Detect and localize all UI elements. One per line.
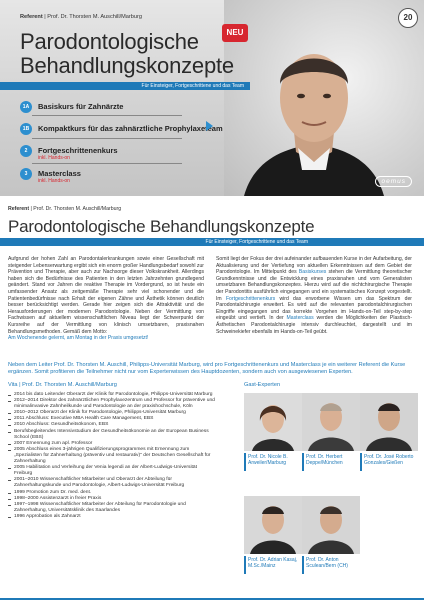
course-item[interactable] (20, 123, 223, 137)
expert-photo (360, 393, 418, 451)
course-link-masterclass: Masterclass (286, 315, 314, 322)
course-number-badge: 3 (20, 168, 32, 180)
speaker-prefix: Referent (8, 206, 30, 212)
vita-item: 2005 Abschluss eines 3-jährigen Qualifizierungsprogrammes mit Ernennung zum „Spezialisten für Zahnerhaltung (präventiv und restaurativ)" der Deutschen Gesellschaft für Zahnerhaltung (8, 447, 216, 465)
body-text: wird das erworbene Wissen um das Spektrum der Parodontalchirurgie erweitert. Es wird auf die relevanten parodontalchirurgischen Eingriffe eingegangen und das korrekte Vorgehen im Hands-on-Teil step-by-step eingeübt und vertieft. In der (216, 295, 413, 322)
vita-item: 1997–1998 Wissenschaftlicher Mitarbeiter der Abteilung für Parodontologie und Zahnerhaltung, Universitätsklinik des Saarlandes (8, 502, 216, 514)
vita-item: 1996 Approbation als Zahnarzt (8, 514, 216, 520)
course-item[interactable] (20, 168, 200, 182)
new-badge: NEU (222, 24, 248, 42)
target-group-bar (0, 82, 250, 90)
vita-item: 2014 bis dato Leitender Oberarzt der Klinik für Parodontologie, Philipps-Universität Marburg (8, 392, 216, 398)
accent-rule (244, 556, 246, 574)
expert-card (360, 393, 418, 483)
header-speaker: Referent | Prof. Dr. Thorsten M. Auschill/Marburg (20, 14, 142, 20)
speaker-prefix: Referent (20, 14, 43, 20)
target-group-text: Für Einsteiger, Fortgeschrittene und das Team (141, 83, 244, 89)
accent-rule (302, 556, 304, 574)
intro-paragraph: Neben dem Leiter Prof. Dr. Thorsten M. Auschill, Philipps-Universität Marburg, wird pro Fortgeschrittenenkurs und Masterclass je ein weiterer Referent die Kurse ergänzen. Somit profitieren die Teilnehmer nicht nur vom Expertenwissen des Hauptdozenten, sondern auch von ausgewiesenen Experten. (8, 362, 406, 375)
expert-photo (244, 393, 302, 451)
expert-card (302, 496, 360, 586)
vita-item: 1998–2000 Assistenzarzt in freier Praxis (8, 496, 216, 502)
speaker-portrait (224, 20, 404, 196)
vita-item: 2011 Abschluss: Executive MBA Health Care Management, EBS (8, 416, 216, 422)
expert-photo (244, 496, 302, 554)
divider (32, 115, 182, 116)
page-number: 20 (398, 8, 418, 28)
course-link-fortgeschrittenenkurs: Fortgeschrittenenkurs (225, 295, 276, 302)
expert-card (302, 393, 360, 483)
accent-rule (302, 453, 304, 471)
expert-name: Prof. Dr. José Roberto Gonzales/Gießen (364, 454, 414, 467)
vita-item: 2010 Abschluss: Gesundheitsökonom, EBS (8, 422, 216, 428)
course-number-badge: 2 (20, 145, 32, 157)
body-text: werden die Möglichkeiten der Plastisch-Ästhetischen Parodontalchirurgie intensiv durchleuchtet, dargestellt und im Schweinekiefer ebenfalls im Hands-on-Teil geübt. (216, 315, 413, 335)
expert-name: Prof. Dr. Adrian Kasaj, M.Sc./Mainz (248, 557, 298, 570)
accent-rule (244, 453, 246, 471)
vita-item: 2005 Habilitation und Verleihung der Venia legendi an der Albert-Ludwigs-Universität Freiburg (8, 465, 216, 477)
motto-text: Am Wochenende gelernt, am Montag in der Praxis umgesetzt! (8, 335, 149, 342)
divider (32, 163, 182, 164)
course-sublabel: inkl. Hands-on (38, 178, 70, 184)
body-text: stehen die Vermittlung theoretischer Grundkenntnisse und die Entwicklung eines praxisnahen und vom Generalisten umsetzbaren Behandlungskonzeptes. Hierzu wird auf die nichtchirurgische Therapie der Parodontitis ausführlich eingegangen und ein systematisches Konzept vorgestellt. Im (216, 269, 413, 302)
body-column-right (216, 256, 412, 335)
body-text: Somit liegt der Fokus der drei aufeinander aufbauenden Kurse in der Aufarbeitung, der Aktualisierung und der Vertiefung von aktuellen Erkenntnissen auf dem Gebiet der Parodontologie. Im Mittelpunkt des (216, 256, 412, 276)
speaker-name: Prof. Dr. Thorsten M. Auschill/Marburg (47, 14, 142, 20)
expert-name: Prof. Dr. Nicole B. Arweiler/Marburg (248, 454, 288, 467)
section-speaker: Referent | Prof. Dr. Thorsten M. Auschill/Marburg (8, 206, 122, 212)
body-text: Aufgrund der hohen Zahl an Parodontalerkrankungen sowie einer Gesellschaft mit steigender Lebenserwartung ergibt sich ein enorm großer Handlungsbedarf sowohl zur Prävention und Therapie, aber auch zur Nachsorge dieser Volkskrankheit. Allerdings haben sich die Bedürfnisse des Patienten in den letzten Jahrzehnten grundlegend geändert. Stand vor Jahren die reaktive Therapie im Vordergrund, so ist heute ein umfassender Ansatz als zeitgemäße Therapie sehr viel schonender und die Patientenbedürfnisse nach Erhalt der eigenen Zähne und Ästhetik können deutlich besser berücksichtigt werden. Gerade hier zeigen sich die Attraktivität und die Herausforderungen der modernen Parodontologie. Neben der Vermittlung von Fachwissen auf aktuellem wissenschaftlichen Niveau liegt der Schwerpunkt der Kursreihe auf der Vermittlung von klinisch umsetzbaren, praxisnahen Behandlungsmethoden. Gemäß dem Motto: (8, 256, 204, 335)
oemus-logo: oemus (375, 176, 412, 187)
course-label: Basiskurs für Zahnärzte (38, 102, 124, 111)
divider (32, 138, 182, 139)
header-banner (0, 0, 424, 196)
course-label: Fortgeschrittenenkurs (38, 146, 118, 155)
arrow-right-icon (206, 121, 213, 131)
expert-name: Prof. Dr. Anton Sculean/Bern (CH) (306, 557, 348, 570)
experts-title: Gast-Experten (244, 382, 281, 388)
target-group-text: Für Einsteiger, Fortgeschrittene und das Team (205, 239, 308, 245)
vita-list (8, 392, 216, 520)
vita-item: 2012–2014 Direktor des zahnärztlichen Prophylaxezentrum und Professor für präventive und minimalinvasive Zahnheilkunde und Parodontologie an der praxishochschule, Köln (8, 398, 216, 410)
expert-name: Prof. Dr. Herbert Deppe/München (306, 454, 343, 467)
course-item[interactable] (20, 101, 200, 115)
course-label: Kompaktkurs für das zahnärztliche Prophylaxeteam (38, 124, 223, 133)
title-line-2: Behandlungskonzepte (20, 53, 234, 78)
vita-item: 2010–2012 Oberarzt der Klinik für Parodontologie, Philipps-Universität Marburg (8, 410, 216, 416)
course-number-badge: 1A (20, 101, 32, 113)
accent-rule (360, 453, 362, 471)
speaker-name: Prof. Dr. Thorsten M. Auschill/Marburg (33, 206, 122, 212)
expert-card (244, 393, 302, 483)
target-group-bar (0, 238, 424, 246)
course-label: Masterclass (38, 169, 81, 178)
title-line-1: Parodontologische (20, 29, 199, 54)
vita-title: Vita | Prof. Dr. Thorsten M. Auschill/Marburg (8, 382, 117, 388)
course-link-basiskurs: Basiskurses (298, 269, 327, 276)
expert-photo (302, 496, 360, 554)
expert-photo (302, 393, 360, 451)
section-title: Parodontologische Behandlungskonzepte (8, 217, 315, 236)
page-title (20, 30, 234, 78)
course-item[interactable] (20, 145, 200, 159)
course-sublabel: inkl. Hands-on (38, 155, 70, 161)
vita-item: Berufsbegleitendes Intensivstudium der Gesundheitsökonomie an der European Business School (EBS) (8, 429, 216, 441)
vita-item: 2007 Ernennung zum apl. Professor (8, 441, 216, 447)
vita-item: 1999 Promotion zum Dr. med. dent. (8, 490, 216, 496)
expert-card (244, 496, 302, 586)
course-number-badge: 1B (20, 123, 32, 135)
body-column-left (8, 256, 204, 342)
vita-item: 2001–2010 Wissenschaftlicher Mitarbeiter und Oberarzt der Abteilung für Zahnerhaltungskunde und Parodontologie, Albert-Ludwigs-Universität Freiburg (8, 477, 216, 489)
